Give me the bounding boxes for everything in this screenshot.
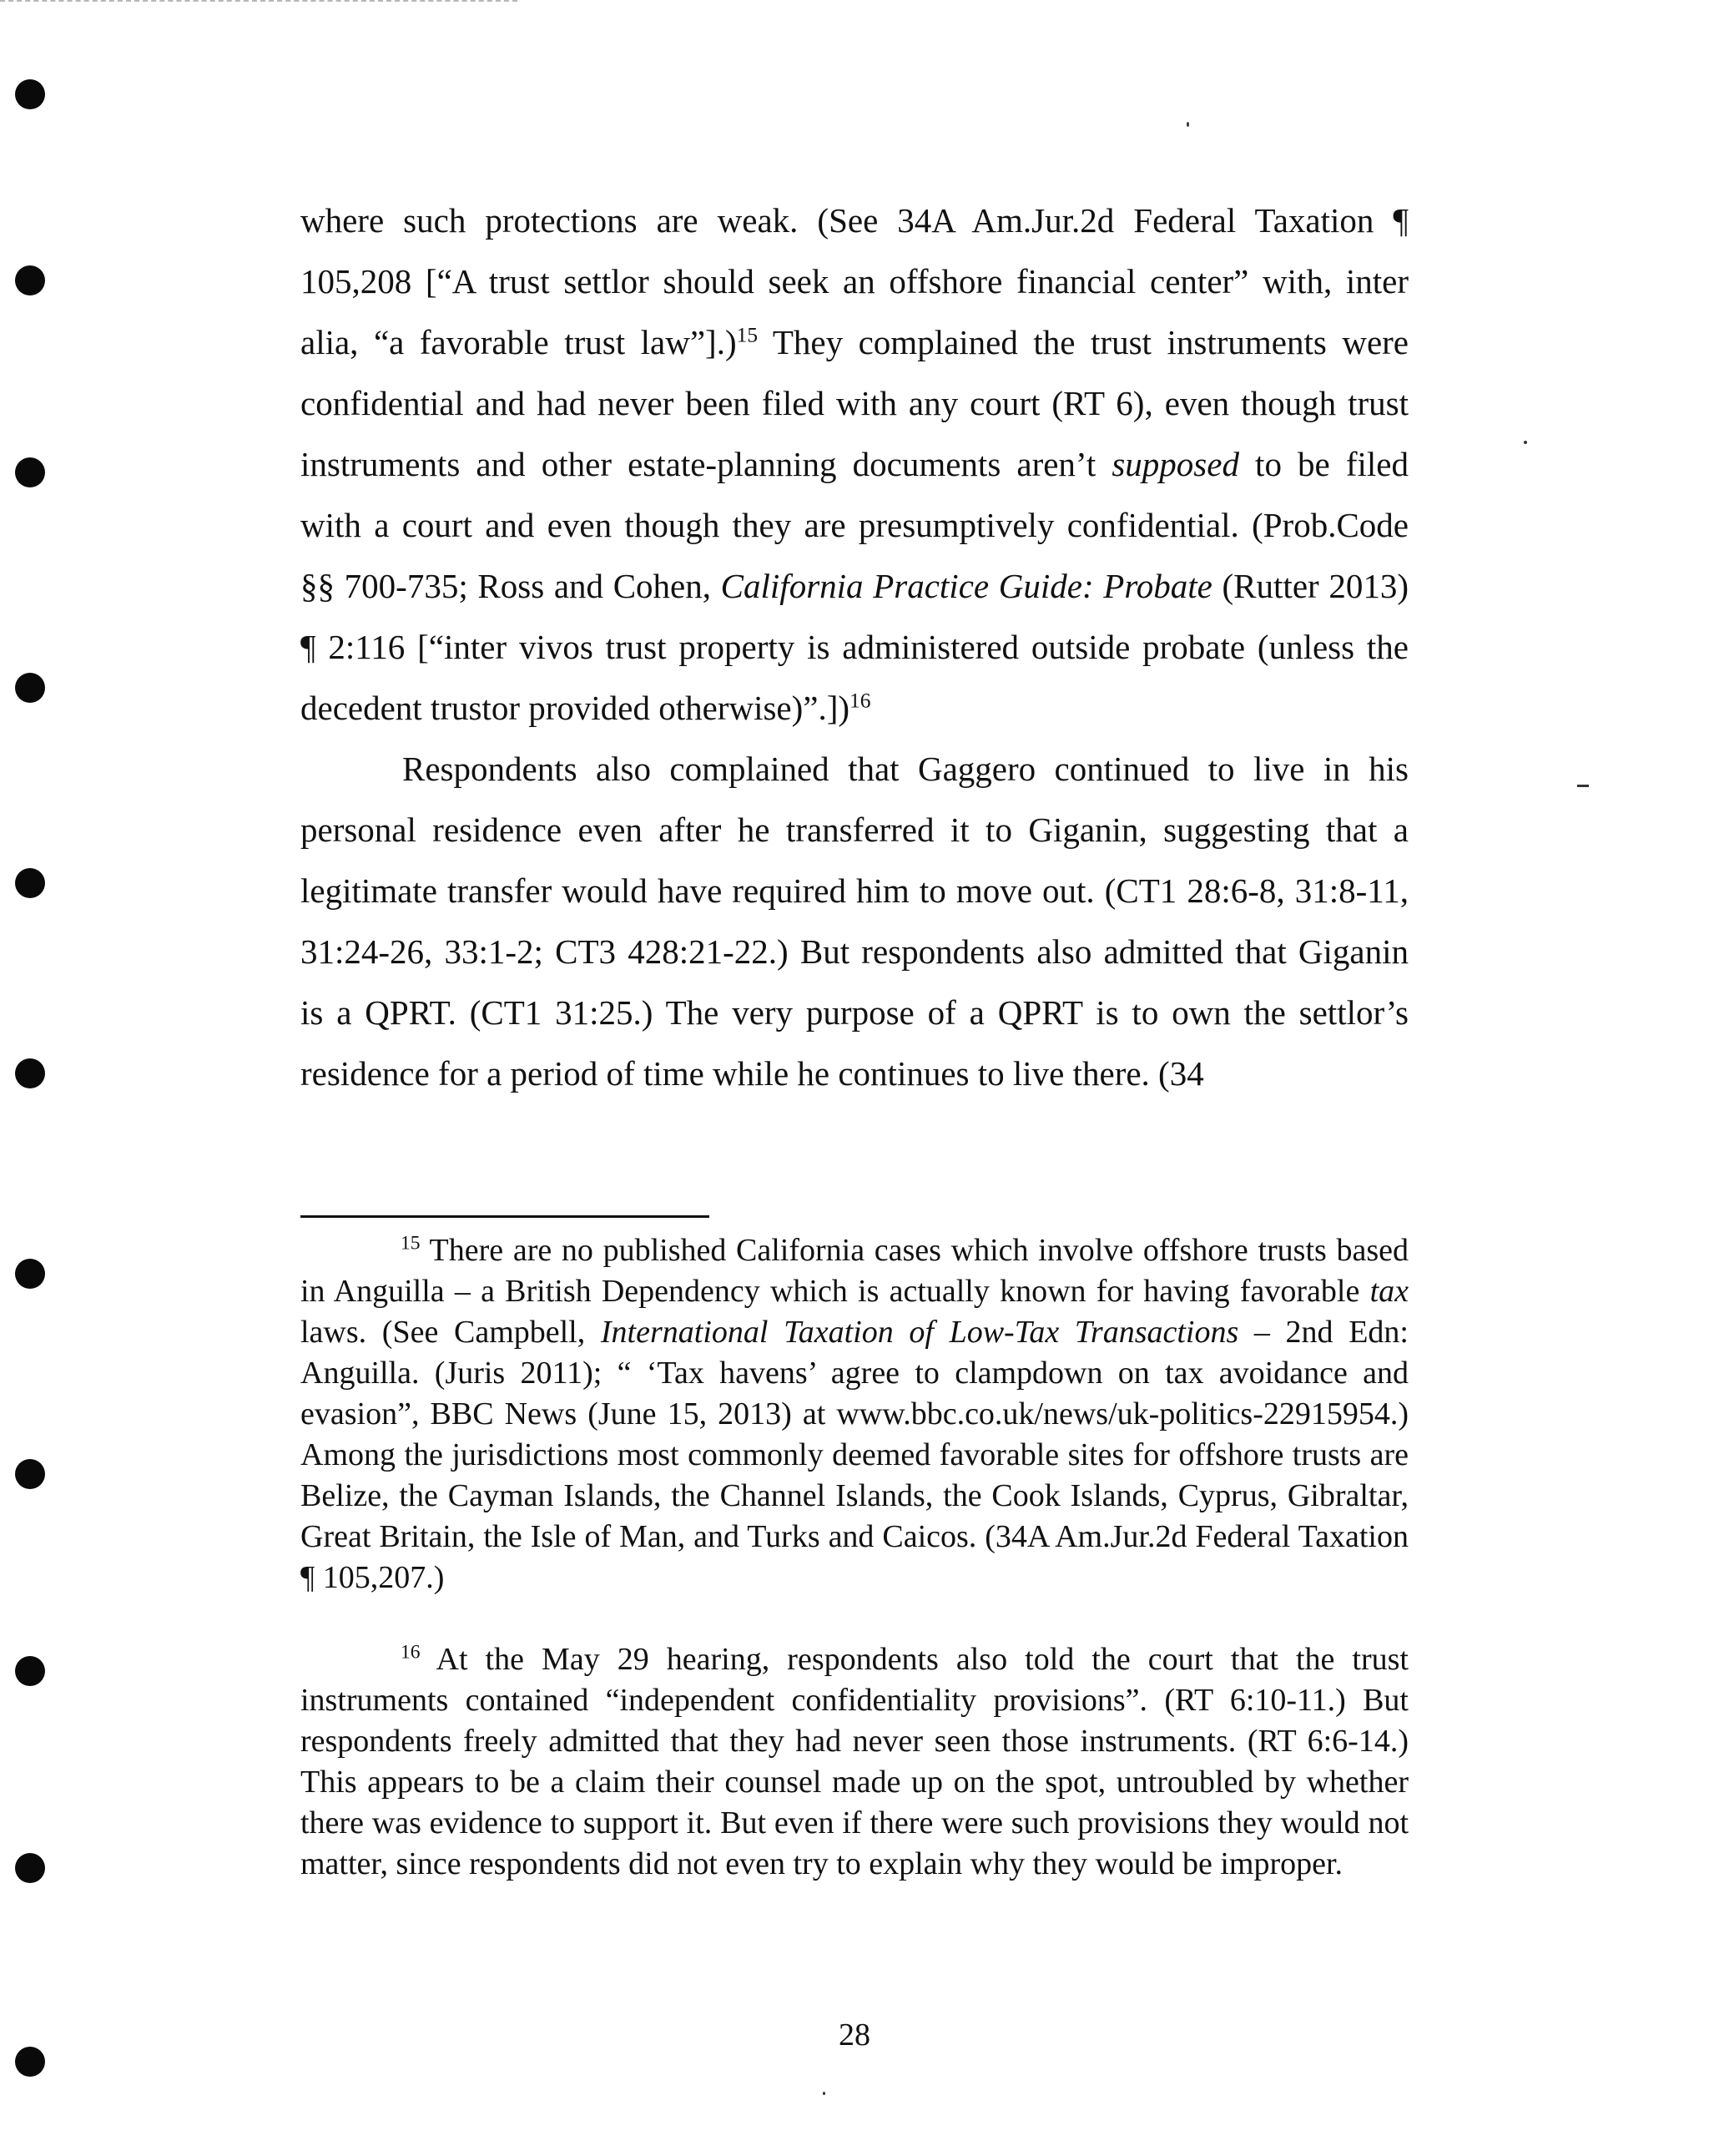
paragraph: Respondents also complained that Gaggero continued to live in his personal residence even after he transferred it to Giganin, suggesting that a legitimate transfer would have required him to move out. (CT1 28:6-8, 31:8-11, 31:24-26, 33:1-2; CT3 428:21-22.) But respondents also admitted that Giganin is a QPRT. (CT1 31:25.) The very purpose of a QPRT is to own the settlor’s residence for a period of time while he continues to live there. (34 bbox=[300, 750, 1409, 1093]
punch-hole bbox=[15, 1259, 45, 1289]
punch-hole bbox=[15, 868, 45, 898]
punch-hole bbox=[15, 1058, 45, 1088]
footnote-separator bbox=[300, 1215, 709, 1218]
footnote-15: $^{15}$ There are no published California cases which involve offshore trusts based in Anguilla – a British Dependency which is actually known for having favorable tax laws. (See Campbell, International Taxation of Low-Tax Transactions – 2nd Edn: Anguilla. (Juris 2011); “ ‘Tax havens’ agree to clampdown on tax avoidance and evasion”, BBC News (June 15, 2013) at www.bbc.co.uk/news/uk-politics-22915954.) Among the jurisdictions most commonly deemed favorable sites for offshore trusts are Belize, the Cayman Islands, the Channel Islands, the Cook Islands, Cyprus, Gibraltar, Great Britain, the Isle of Man, and Turks and Caicos. (34A Am.Jur.2d Federal Taxation ¶ 105,207.) bbox=[300, 1232, 1409, 1595]
footnote-16: $^{16}$ At the May 29 hearing, respondents also told the court that the trust instruments contained “independent confidentiality provisions”. (RT 6:10-11.) But respondents freely admitted that they had never seen those instruments. (RT 6:6-14.) This appears to be a claim their counsel made up on the spot, untroubled by whether there was evidence to support it. But even if there were such provisions they would not matter, since respondents did not even try to explain why they would be improper. bbox=[300, 1641, 1409, 1881]
scan-speck bbox=[1524, 441, 1527, 444]
scan-edge-artifact bbox=[0, 0, 517, 7]
punch-hole bbox=[15, 79, 45, 109]
punch-hole bbox=[15, 457, 45, 487]
main-text bbox=[300, 190, 1409, 1104]
scan-speck bbox=[823, 2092, 825, 2095]
punch-hole bbox=[15, 265, 45, 295]
punch-hole bbox=[15, 673, 45, 703]
punch-hole bbox=[15, 1853, 45, 1883]
scan-speck bbox=[1187, 122, 1189, 127]
punch-hole bbox=[15, 1459, 45, 1489]
footnotes bbox=[300, 1230, 1409, 1885]
footnote-ref-15: 15 bbox=[736, 323, 759, 347]
punch-hole bbox=[15, 1656, 45, 1686]
scan-speck bbox=[1577, 785, 1589, 787]
page-number: 28 bbox=[839, 2017, 870, 2052]
paragraph: where such protections are weak. (See 34A Am.Jur.2d Federal Taxation ¶ 105,208 [“A trust settlor should seek an offshore financial center” with, inter alia, “a favorable trust law”].)$^{15}$ They complained the trust instruments were confidential and had never been filed with any court (RT 6), even though trust instruments and other estate-planning documents aren’t supposed to be filed with a court and even though they are presumptively confidential. (Prob.Code §§ 700-735; Ross and Cohen, California Practice Guide: Probate (Rutter 2013) ¶ 2:116 [“inter vivos trust property is administered outside probate (unless the decedent trustor provided otherwise)”.])$^{16}$ bbox=[300, 201, 1409, 727]
footnote-ref-16: 16 bbox=[849, 689, 871, 713]
punch-hole bbox=[15, 2047, 45, 2077]
